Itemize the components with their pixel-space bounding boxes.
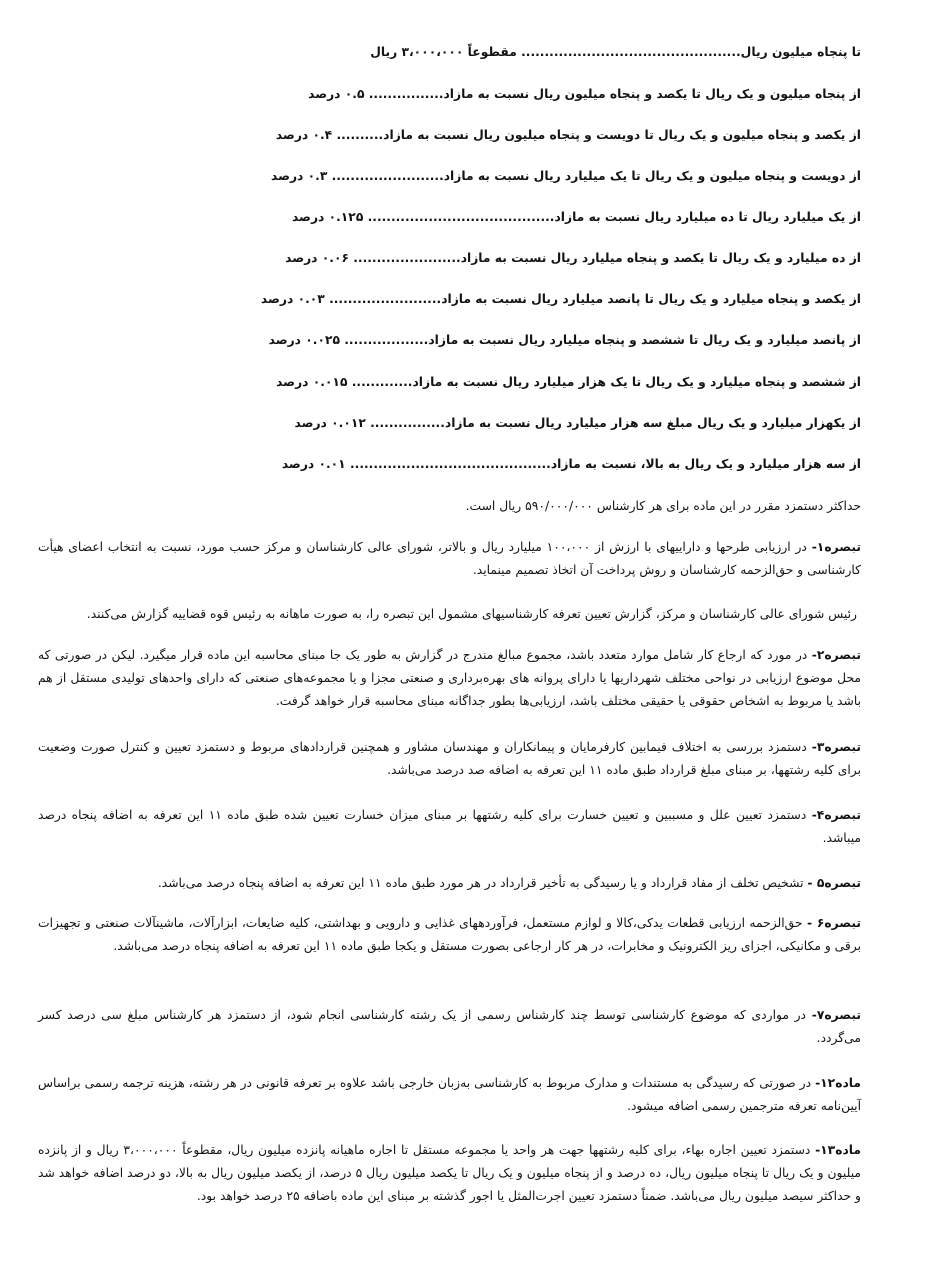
note-text: دستمزد تعیین علل و مسببین و تعیین خسارت برای کلیه رشتهها بر مبنای میزان خسارت تعیین شده طبق ماده ۱۱ این تعرفه به اضافه پنجاه درصد میباشد. [38, 808, 861, 845]
note-text: حق‌الزحمه ارزیابی قطعات یدکی،کالا و لوازم مستعمل، فرآوردههای غذایی و دارویی و بهداشتی، کلیه ضایعات، ابزارآلات، ماشینآلات صنعتی و تجهیزات برقی و مکانیکی، اجزای ریز الکترونیک و مخابرات، در هر کار ارجاعی بصورت مستقل و یکجا طبق ماده ۱۱ این تعرفه به اضافه پنجاه درصد می‌باشد. [38, 916, 861, 953]
article-label: ماده۱۲- [815, 1076, 861, 1090]
note-label: تبصره۶ - [806, 916, 861, 930]
note-label: تبصره۴- [811, 808, 861, 822]
note-text: در مورد که ارجاع کار شامل موارد متعدد باشد، مجموع مبالغ مندرج در گزارش به طور یک جا مبنای محاسبه این ماده قرار میگیرد. لیکن در صورتی که محل موضوع ارزیابی در نواحی مختلف شهرداریها یا دارای پروانه های بهره‌برداری و صنعتی مجزا و یا مجموعه‌های صنعتی که دارای واحدهای تولیدی مستقل از هم باشد یا مربوط به اشخاص حقوقی یا حقیقی مختلف باشد، ارزیابی‌ها بطور جداگانه مبنای محاسبه قرار خواهد گرفت. [38, 648, 861, 708]
fee-row: از سه هزار میلیارد و یک ریال به بالا، نسبت به مازاد........................................... ۰.۰۱ درصد [281, 457, 861, 471]
note-paragraph [38, 603, 857, 626]
fee-row: از یک میلیارد ریال تا ده میلیارد ریال نسبت به مازاد........................................ ۰.۱۲۵ درصد [291, 210, 861, 224]
fee-row: از دویست و پنجاه میلیون و یک ریال تا یک میلیارد ریال نسبت به مازاد........................ ۰.۳ درصد [270, 169, 861, 183]
article-text: در صورتی که رسیدگی به مستندات و مدارک مربوط به کارشناسی به‌زبان خارجی باشد علاوه بر تعرفه قانونی در هر رشته، هزینه ترجمه رسمی براساس آیین‌نامه تعرفه مترجمین رسمی اضافه میشود. [38, 1076, 861, 1113]
fee-row: از پنجاه میلیون و یک ریال تا یکصد و پنجاه میلیون ریال نسبت به مازاد................ ۰.۵ درصد [308, 87, 861, 101]
article-paragraph [38, 1139, 861, 1208]
note-text: رئیس شورای عالی کارشناسان و مرکز، گزارش تعیین تعرفه کارشناسیهای مشمول این تبصره را، به صورت ماهانه به رئیس قوه قضاییه گزارش می‌کنند. [86, 607, 857, 621]
fee-row: از ششصد و پنجاه میلیارد و یک ریال تا یک هزار میلیارد ریال نسبت به مازاد............. ۰.۰۱۵ درصد [276, 375, 861, 389]
note-text: در ارزیابی طرحها و داراییهای با ارزش از ۱۰۰،۰۰۰ میلیارد ریال و بالاتر، شورای عالی کارشناسان و مرکز حسب مورد، نسبت به انتخاب اعضای هیأت کارشناسی و حق‌الزحمه کارشناسان و روش پرداخت آن اتخاذ تصمیم مینماید. [38, 540, 861, 577]
note-paragraph [38, 536, 861, 582]
note-paragraph [38, 804, 861, 850]
note-label: تبصره۷- [811, 1008, 861, 1022]
note-paragraph [38, 872, 861, 895]
fee-row: از ده میلیارد و یک ریال تا یکصد و پنجاه میلیارد ریال نسبت به مازاد....................... ۰.۰۶ درصد [285, 251, 861, 265]
note-label: تبصره۳- [811, 740, 861, 754]
note-paragraph [38, 736, 861, 782]
fee-row: از یکهزار میلیارد و یک ریال مبلغ سه هزار میلیارد ریال نسبت به مازاد................ ۰.۰۱۲ درصد [294, 416, 861, 430]
note-text: در مواردی که موضوع کارشناسی توسط چند کارشناس رسمی از یک رشته کارشناسی انجام شود، از دستمزد هر کارشناس مبلغ سی درصد کسر می‌گردد. [38, 1008, 861, 1045]
article-text: دستمزد تعیین اجاره بهاء، برای کلیه رشتهها جهت هر واحد یا مجموعه مستقل تا اجاره ماهیانه پانزده میلیون ریال، مقطوعاً ۳،۰۰۰،۰۰۰ ریال و از پانزده میلیون و یک ریال تا پنجاه میلیون ریال، ده درصد و از پنجاه میلیون و یک ریال تا یکصد میلیون ریال ۵ درصد، از یکصد میلیون ریال به بالا، دو درصد اضافه خواهد شد و حداکثر سیصد میلیون ریال می‌باشد. ضمناً دستمزد تعیین اجرت‌المثل یا اجور گذشته بر مبنای این ماده باضافه ۲۵ درصد خواهد بود. [38, 1143, 861, 1203]
note-label: تبصره۱- [811, 540, 861, 554]
article-label: ماده۱۳- [815, 1143, 861, 1157]
note-text: دستمزد بررسی به اختلاف فیمابین کارفرمایان و پیمانکاران و مهندسان مشاور و همچنین قراردادهای مربوط و دستمزد تعیین و کنترل صورت وضعیت برای کلیه رشتهها، بر مبنای مبلغ قرارداد طبق ماده ۱۱ این تعرفه به اضافه صد درصد می‌باشد. [38, 740, 861, 777]
note-text: تشخیص تخلف از مفاد قرارداد و یا رسیدگی به تأخیر قرارداد در هر مورد طبق ماده ۱۱ این تعرفه به اضافه پنجاه درصد می‌باشد. [157, 876, 808, 890]
max-fee-line: حداکثر دستمزد مقرر در این ماده برای هر کارشناس ۵۹۰/۰۰۰/۰۰۰ ریال است. [465, 499, 861, 513]
fee-row: از یکصد و پنجاه میلیون و یک ریال تا دویست و پنجاه میلیون ریال نسبت به مازاد.......... ۰.۴ درصد [275, 128, 861, 142]
note-paragraph [38, 912, 861, 958]
fee-row: از یکصد و پنجاه میلیارد و یک ریال تا پانصد میلیارد ریال نسبت به مازاد........................ ۰.۰۳ درصد [260, 292, 861, 306]
note-paragraph [38, 644, 861, 713]
note-label: تبصره۲- [811, 648, 861, 662]
fee-row: تا پنجاه میلیون ریال............................................... مقطوعاً ۳،۰۰۰،۰۰۰ ریال [370, 45, 861, 59]
fee-row: از پانصد میلیارد و یک ریال تا ششصد و پنجاه میلیارد ریال نسبت به مازاد.................. ۰.۰۲۵ درصد [268, 333, 861, 347]
note-paragraph [38, 1004, 861, 1050]
article-paragraph [38, 1072, 861, 1118]
note-label: تبصره۵ - [807, 876, 861, 890]
